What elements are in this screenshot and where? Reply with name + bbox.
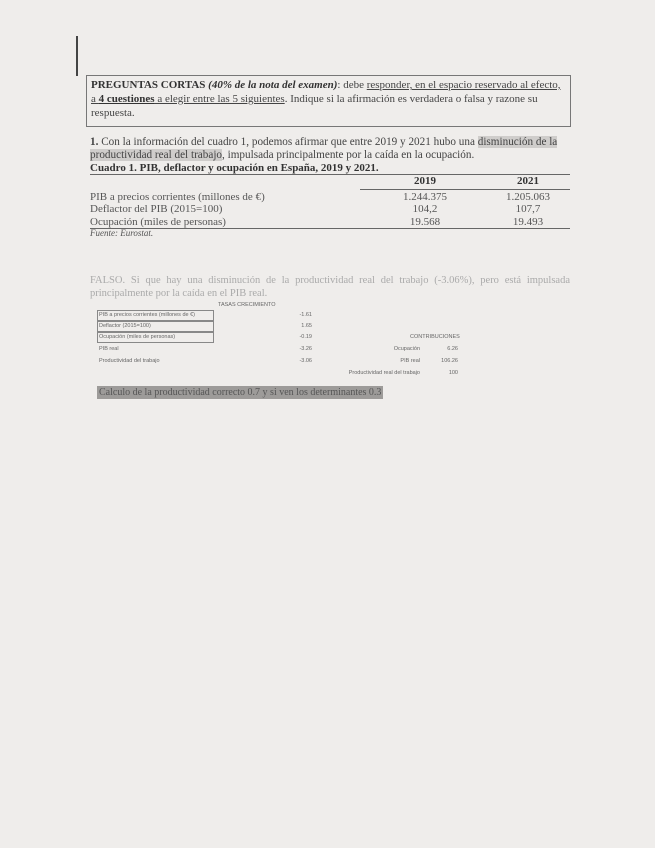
col-2021: 2021 <box>517 175 539 187</box>
growth-title: TASAS CRECIMIENTO <box>218 302 276 308</box>
question-number: 1. <box>90 136 99 148</box>
row-label: Productividad del trabajo <box>99 358 160 364</box>
row-label: Deflactor (2015=100) <box>99 323 151 329</box>
instructions-text: . Indique si la afirmación es verdadera o falsa y razone su respuesta. <box>91 93 538 119</box>
table-row <box>90 216 570 229</box>
cell: -3.06 <box>299 358 312 364</box>
contrib-label: Ocupación <box>393 346 420 352</box>
contrib-value: 106.26 <box>441 358 458 364</box>
data-table <box>90 175 570 228</box>
answer-text: FALSO. Si que hay una disminución de la productividad real del trabajo (-3.06%), pero está impulsada principalmente por la caída en el PIB real. <box>90 275 570 299</box>
cell: 104,2 <box>412 203 438 215</box>
row-label: PIB real <box>99 346 119 352</box>
cell: 19.568 <box>409 215 441 228</box>
contrib-label: Productividad real del trabajo <box>348 370 420 376</box>
question-1 <box>90 136 570 162</box>
contrib-value: 100 <box>448 370 458 376</box>
cell: -3.26 <box>299 346 312 352</box>
grading-note: Calculo de la productividad correcto 0.7 y si ven los determinantes 0.3 <box>99 387 382 398</box>
table-rule <box>360 189 570 190</box>
instructions-box <box>86 75 571 127</box>
question-text: , impulsada principalmente por la caída en la ocupación. <box>222 149 475 161</box>
table-rule <box>90 228 570 229</box>
row-label: Ocupación (miles de personas) <box>99 334 176 340</box>
cell: 19.493 <box>512 215 544 228</box>
instructions-weight: (40% de la nota del examen) <box>208 79 338 91</box>
cell: 107,7 <box>515 203 541 215</box>
margin-line <box>76 36 78 76</box>
row-label: PIB a precios corrientes (millones de €) <box>99 312 195 318</box>
instructions-count: 4 cuestiones <box>98 93 155 105</box>
col-2019: 2019 <box>414 175 436 187</box>
table-caption: Cuadro 1. PIB, deflactor y ocupación en España, 2019 y 2021. <box>90 162 379 174</box>
contrib-value: 6.26 <box>447 346 458 352</box>
instructions-text: : debe <box>337 79 367 91</box>
row-label: Ocupación (miles de personas) <box>90 215 226 228</box>
row-label: PIB a precios corrientes (millones de €) <box>90 190 265 203</box>
cell: -0.19 <box>299 334 312 340</box>
contrib-title: CONTRIBUCIONES <box>410 334 460 340</box>
instructions-title: PREGUNTAS CORTAS <box>91 79 206 91</box>
cell: 1.205.063 <box>506 190 550 203</box>
instructions-text: a elegir entre las 5 siguientes <box>154 93 285 105</box>
table-row <box>90 191 570 204</box>
table-source: Fuente: Eurostat. <box>90 228 154 238</box>
contrib-label: PIB real <box>400 358 420 364</box>
instructions-text: responder, en el espacio reservado al efecto, a <box>91 79 561 105</box>
row-label: Deflactor del PIB (2015=100) <box>90 203 223 215</box>
cell: 1.65 <box>301 323 312 329</box>
table-header <box>90 175 570 188</box>
highlighted-text: disminución de la productividad real del trabajo <box>90 136 558 161</box>
cell: -1.61 <box>299 312 312 318</box>
growth-row <box>97 332 397 344</box>
cell: 1.244.375 <box>403 190 447 203</box>
table-row <box>90 203 570 216</box>
question-text: Con la información del cuadro 1, podemos afirmar que entre 2019 y 2021 hubo una <box>98 136 478 148</box>
